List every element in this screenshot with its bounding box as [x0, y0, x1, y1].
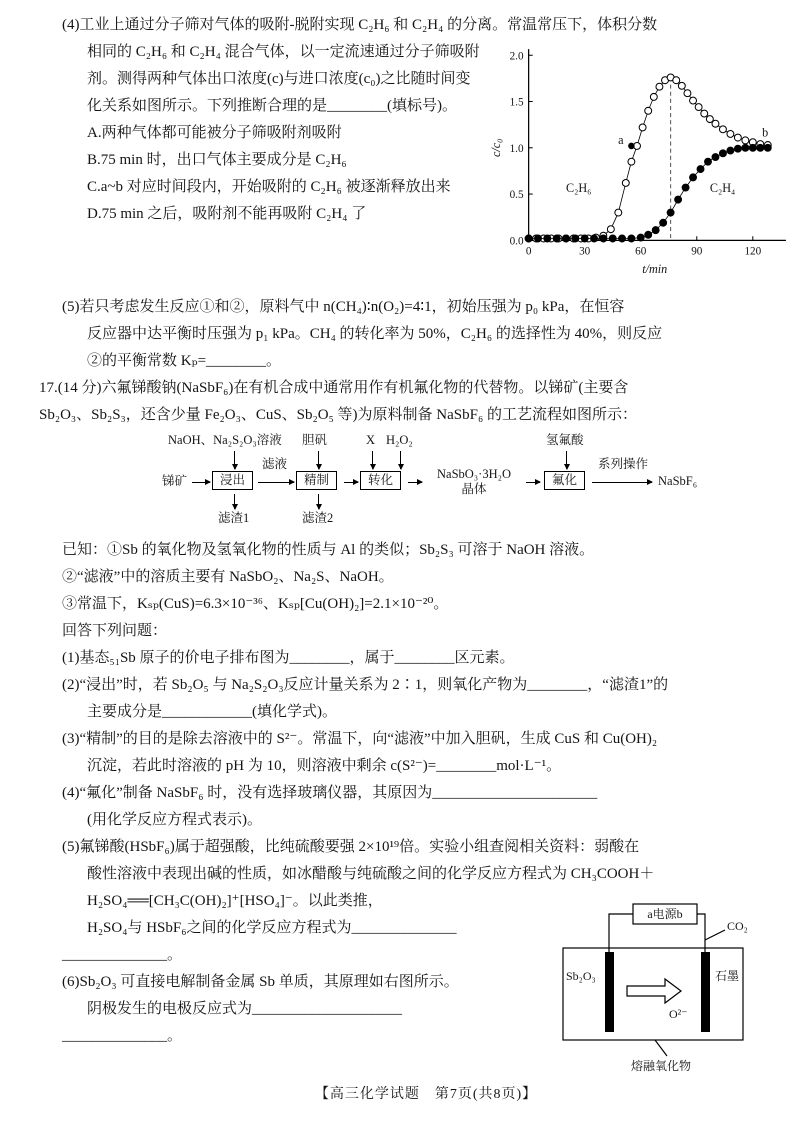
series-marker-1	[734, 145, 741, 152]
q17-sub6-line-1: (6)Sb₂O₃ 可直接电解制备金属 Sb 单质，其原理如右图所示。	[62, 974, 459, 990]
chart-canvas	[490, 41, 790, 280]
series-line-0	[529, 77, 768, 238]
graphite-electrode	[701, 952, 710, 1032]
question-17	[39, 375, 790, 1073]
x-tick-label: 120	[744, 245, 762, 258]
q4-option-b: B.75 min 时，出口气体主要成分是 C₂H₆	[87, 152, 347, 168]
q4-option-d: D.75 min 之后，吸附剂不能再吸附 C₂H₄ 了	[87, 206, 367, 222]
molten-oxide-label: 熔融氧化物	[631, 1059, 692, 1073]
q17-sub5-line-3: H₂SO₄══[CH₃C(OH)₂]⁺[HSO₄]⁻。以此类推，	[87, 893, 383, 909]
arrow-fuhua-to-end	[592, 482, 652, 483]
q17-sub4-line-1: (4)“氟化”制备 NaSbF₆ 时，没有选择玻璃仪器，其原因为______________________	[62, 785, 598, 801]
q17-sub3-line-2: 沉淀，若此时溶液的 pH 为 10，则溶液中剩余 c(S²⁻)=________mol·L⁻¹。	[87, 758, 562, 774]
q17-sub4-line-2: (用化学反应方程式表示)。	[87, 812, 262, 828]
series-marker-1	[675, 196, 682, 203]
q17-sub2-line-2: 主要成分是____________(填化学式)。	[87, 704, 337, 720]
q4-body	[62, 39, 790, 276]
page-footer: 【高三化学试题 第7页(共8页)】	[314, 1087, 538, 1102]
power-supply-label: a电源b	[647, 907, 683, 921]
flow-start-ore: 锑矿	[162, 474, 188, 488]
flow-label-lvye: 滤液	[262, 457, 288, 471]
co2-label: CO₂	[727, 919, 748, 933]
y-tick-label: 0.0	[509, 235, 524, 248]
q17-sub1: (1)基态₅₁Sb 原子的价电子排布图为________，属于________区元素。	[62, 650, 515, 666]
series-marker-1	[600, 235, 607, 242]
series-marker-0	[684, 90, 691, 97]
flow-reagent-x: X	[366, 433, 376, 447]
series-marker-1	[697, 166, 704, 173]
flow-box-zhuanhua: 转化	[360, 471, 401, 490]
process-flowchart	[162, 433, 742, 531]
series-marker-1	[591, 235, 598, 242]
series-marker-1	[652, 227, 659, 234]
q17-sub6-line-3: ______________。	[62, 1028, 183, 1044]
q17-intro-line-2: Sb₂O₃、Sb₂S₃，还含少量 Fe₂O₃、CuS、Sb₂O₅ 等)为原料制备 NaSbF₆ 的工艺流程如图所示：	[39, 407, 637, 423]
q17-sub5-line-5: ______________。	[62, 947, 183, 963]
annotation-label-a: a	[618, 132, 624, 147]
series-marker-1	[712, 154, 719, 161]
right-wire	[697, 914, 705, 952]
q17-known-1: 已知：①Sb 的氧化物及氢氧化物的性质与 Al 的类似；Sb₂S₃ 可溶于 NaOH 溶液。	[62, 542, 595, 558]
series-marker-1	[609, 235, 616, 242]
left-wire	[609, 914, 633, 952]
series-marker-0	[719, 126, 726, 133]
series-marker-0	[673, 77, 680, 84]
series-marker-0	[701, 110, 708, 117]
arrow-down-into-jinchu	[234, 451, 235, 469]
q5-line-3: ②的平衡常数 Kₚ=________。	[87, 353, 282, 369]
flow-label-series-ops: 系列操作	[598, 457, 649, 471]
sb2o3-label: Sb₂O₃	[566, 969, 596, 983]
oxide-ion-label: O²⁻	[669, 1007, 688, 1021]
series-marker-0	[678, 82, 685, 89]
co2-pointer-line	[705, 930, 725, 940]
x-axis-title: t/min	[642, 261, 668, 276]
arrow-product-to-fuhua	[526, 482, 540, 483]
flow-box-jinchu: 浸出	[212, 471, 253, 490]
flow-reagent-naoh-na2s2o3: NaOH、Na₂S₂O₃溶液	[168, 433, 282, 447]
series-marker-0	[622, 179, 629, 186]
y-tick-label: 0.5	[509, 189, 524, 202]
arrow-down-residue-1	[234, 494, 235, 509]
flow-box-jingzhi: 精制	[296, 471, 337, 490]
series-marker-1	[690, 174, 697, 181]
series-label-0: C₂H₆	[566, 181, 592, 196]
series-marker-0	[695, 104, 702, 111]
y-axis-title: c/c₀	[490, 138, 504, 158]
series-marker-1	[667, 209, 674, 216]
arrow-jinchu-to-jingzhi	[258, 482, 294, 483]
annotation-dot-a	[628, 143, 635, 150]
q17-sub2-line-1: (2)“浸出”时，若 Sb₂O₅ 与 Na₂S₂O₃反应计量关系为 2∶1，则氧化产物为________，“滤渣1”的	[62, 677, 669, 693]
series-marker-1	[645, 231, 652, 238]
flow-residue-2: 滤渣2	[302, 511, 334, 525]
arrow-zhuanhua-to-product	[408, 482, 422, 483]
x-tick-label: 30	[579, 245, 591, 258]
q17-sub5-line-1: (5)氟锑酸(HSbF₆)属于超强酸，比纯硫酸要强 2×10¹⁹倍。实验小组查阅相关资料：弱酸在	[62, 839, 640, 855]
flow-reagent-h2o2: H₂O₂	[386, 433, 413, 447]
series-marker-1	[719, 150, 726, 157]
question-5	[62, 294, 790, 375]
series-marker-1	[535, 235, 542, 242]
series-marker-1	[637, 234, 644, 241]
series-marker-1	[628, 235, 635, 242]
x-tick-label: 0	[525, 245, 532, 258]
series-marker-1	[619, 235, 626, 242]
flow-reagent-hf: 氢氟酸	[546, 433, 584, 447]
series-marker-0	[645, 107, 652, 114]
electrolysis-diagram	[555, 890, 790, 1080]
series-marker-0	[615, 209, 622, 216]
q4-wrap-text: 相同的 C₂H₆ 和 C₂H₄ 混合气体，以一定流速通过分子筛吸附剂。测得两种气体出口浓度(c)与进口浓度(c₀)之比随时间变化关系如图所示。下列推断合理的是________(填标号)。	[87, 44, 480, 114]
sb2o3-electrode	[605, 952, 614, 1032]
q5-line-1: (5)若只考虑发生反应①和②，原料气中 n(CH₄)∶n(O₂)=4∶1，初始压强为 p₀ kPa，在恒容	[62, 299, 625, 315]
arrow-jingzhi-to-zhuanhua	[344, 482, 358, 483]
y-tick-label: 1.0	[509, 142, 524, 155]
series-marker-1	[660, 219, 667, 226]
q4-option-a: A.两种气体都可能被分子筛吸附剂吸附	[87, 125, 342, 141]
series-marker-0	[639, 124, 646, 131]
arrow-down-hf	[566, 451, 567, 469]
molten-oxide-pointer	[655, 1040, 667, 1056]
series-marker-0	[712, 120, 719, 127]
arrow-down-into-jingzhi	[318, 451, 319, 469]
arrow-down-residue-2	[318, 494, 319, 509]
arrow-down-h2o2	[400, 451, 401, 469]
q4-option-c: C.a~b 对应时间段内，开始吸附的 C₂H₆ 被逐渐释放出来	[87, 179, 451, 195]
ion-flow-arrow	[627, 979, 681, 1003]
series-marker-0	[628, 158, 635, 165]
series-marker-1	[525, 235, 532, 242]
question-4	[62, 12, 790, 294]
series-marker-1	[727, 147, 734, 154]
q17-sub5-line-4: H₂SO₄与 HSbF₆之间的化学反应方程式为______________	[87, 920, 457, 936]
series-marker-0	[607, 226, 614, 233]
series-marker-0	[742, 137, 749, 144]
flow-product-formula: NaSbO₃·3H₂O	[437, 467, 511, 481]
x-tick-label: 60	[635, 245, 647, 258]
series-marker-1	[544, 235, 551, 242]
flow-product-crystal	[424, 467, 524, 497]
series-marker-1	[749, 144, 756, 151]
series-marker-1	[742, 144, 749, 151]
q17-intro-line-1	[39, 375, 790, 402]
series-marker-1	[757, 144, 764, 151]
flow-residue-1: 滤渣1	[218, 511, 250, 525]
q17-sub3-line-1: (3)“精制”的目的是除去溶液中的 S²⁻。常温下，向“滤液”中加入胆矾，生成 CuS 和 Cu(OH)₂	[62, 731, 658, 747]
q17-tail-with-diagram	[62, 888, 790, 1073]
flow-reagent-danfan: 胆矾	[302, 433, 328, 447]
series-marker-0	[656, 83, 663, 90]
series-label-1: C₂H₄	[709, 181, 736, 196]
series-marker-0	[734, 134, 741, 141]
flow-product-crystal-word: 晶体	[461, 482, 487, 496]
arrow-down-x	[372, 451, 373, 469]
series-marker-1	[764, 144, 771, 151]
q4-intro-line: (4)工业上通过分子筛对气体的吸附-脱附实现 C₂H₆ 和 C₂H₄ 的分离。常温常压下，体积分数	[62, 17, 658, 33]
series-marker-0	[650, 93, 657, 100]
electrolysis-cell	[563, 948, 743, 1040]
series-marker-1	[563, 235, 570, 242]
y-tick-label: 1.5	[509, 96, 524, 109]
annotation-label-b: b	[762, 125, 769, 140]
series-marker-0	[690, 97, 697, 104]
series-marker-1	[682, 184, 689, 191]
graphite-label: 石墨	[715, 969, 740, 983]
y-tick-label: 2.0	[509, 50, 524, 63]
arrow-ore-to-jinchu	[192, 482, 210, 483]
q17-known-3: ③常温下，Kₛₚ(CuS)=6.3×10⁻³⁶、Kₛₚ[Cu(OH)₂]=2.1×10⁻²⁰。	[62, 596, 449, 612]
series-marker-0	[727, 130, 734, 137]
series-marker-1	[705, 158, 712, 165]
series-marker-1	[572, 235, 579, 242]
q5-line-2: 反应器中达平衡时压强为 p₁ kPa。CH₄ 的转化率为 50%，C₂H₆ 的选择性为 40%，则反应	[87, 326, 663, 342]
gas-adsorption-chart	[490, 41, 790, 290]
series-marker-1	[553, 235, 560, 242]
series-marker-1	[581, 235, 588, 242]
q17-known-2: ②“滤液”中的溶质主要有 NaSbO₂、Na₂S、NaOH。	[62, 569, 394, 585]
q17-intro-text-1: 17.(14 分)六氟锑酸钠(NaSbF₆)在有机合成中通常用作有机氟化物的代替物。以锑矿(主要含	[39, 380, 629, 396]
q17-sub5-line-2: 酸性溶液中表现出碱的性质，如冰醋酸与纯硫酸之间的化学反应方程式为 CH₃COOH＋	[87, 866, 655, 882]
q17-prompt: 回答下列问题：	[62, 623, 168, 639]
x-tick-label: 90	[691, 245, 703, 258]
q17-sub6-line-2: 阴极发生的电极反应式为____________________	[87, 1001, 403, 1017]
flow-end-nasbf6: NaSbF₆	[658, 474, 698, 488]
flow-box-fuhua: 氟化	[544, 471, 585, 490]
